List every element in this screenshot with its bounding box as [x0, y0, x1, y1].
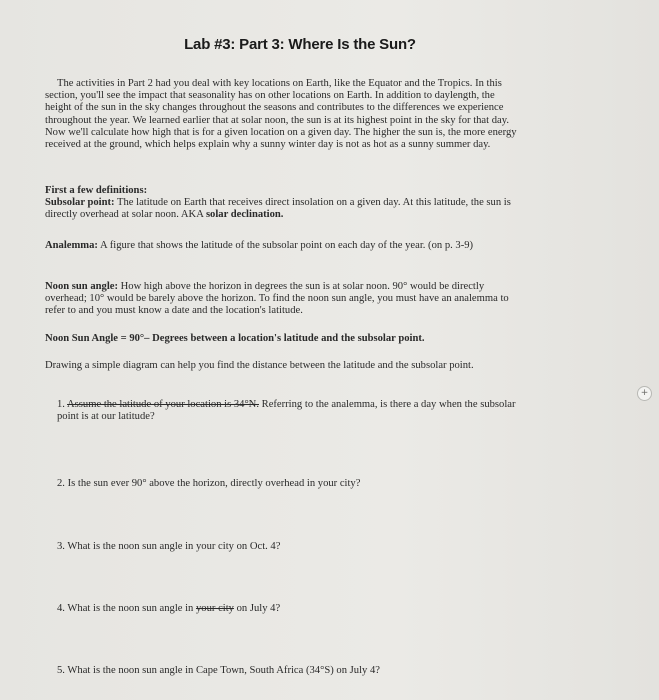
question-4-number: 4. [57, 603, 65, 614]
question-2 [57, 478, 517, 490]
definitions-heading: First a few definitions: [45, 185, 148, 196]
subsolar-term: Subsolar point: [45, 197, 115, 209]
question-5-text: What is the noon sun angle in Cape Town, South Africa (34°S) on July 4? [67, 665, 380, 676]
question-1 [57, 399, 517, 423]
question-4 [57, 603, 517, 615]
question-3 [57, 541, 517, 553]
question-3-text: What is the noon sun angle in your city on Oct. 4? [67, 541, 281, 552]
plus-circle-icon[interactable]: + [637, 386, 652, 401]
noon-angle-term: Noon sun angle: [45, 281, 118, 292]
definitions-block [45, 185, 522, 222]
question-2-number: 2. [57, 478, 65, 489]
intro-text: The activities in Part 2 had you deal with key locations on Earth, like the Equator and the Tropics. In this section, you'll see the impact that seasonality has on other locations on Earth. In addition to daylength, the height of the sun in the sky changes throughout the seasons and contributes to the differences we experience throughout the year. We learned earlier that at solar noon, the sun is at its highest point in the sky for that day. Now we'll calculate how high that is for a given location on a given day. The higher the sun is, the more energy received at the ground, which helps explain why a sunny winter day is not as hot as a sunny summer day. [45, 78, 517, 151]
diagram-note: Drawing a simple diagram can help you find the distance between the latitude and the subsolar point. [45, 360, 474, 371]
question-5-number: 5. [57, 665, 65, 676]
analemma-text: A figure that shows the latitude of the subsolar point on each day of the year. (on p. 3-9) [97, 240, 474, 251]
noon-angle-text: How high above the horizon in degrees the sun is at solar noon. 90° would be directly overhead; 10° would be barely above the horizon. To find the noon sun angle, you must have an analemma to refer to and you must know a date and the location's latitude. [45, 281, 509, 317]
question-3-number: 3. [57, 541, 65, 552]
question-4-struck: your city [196, 603, 234, 614]
intro-paragraph [45, 78, 522, 151]
question-1-text: Referring to the analemma, is there a day when the subsolar point is at our latitude? [57, 399, 516, 423]
subsolar-definition [45, 197, 522, 221]
question-5 [57, 665, 517, 677]
subsolar-emph: solar declination. [205, 209, 284, 221]
noon-angle-definition [45, 281, 522, 318]
noon-angle-formula: Noon Sun Angle = 90°– Degrees between a location's latitude and the subsolar point. [45, 333, 425, 344]
question-4-text-before: What is the noon sun angle in [67, 603, 196, 614]
question-2-text: Is the sun ever 90° above the horizon, directly overhead in your city? [67, 478, 361, 489]
question-1-struck: Assume the latitude of your location is 34°N. [67, 399, 259, 410]
question-4-text-after: on July 4? [233, 603, 281, 614]
page-title: Lab #3: Part 3: Where Is the Sun? [184, 36, 416, 53]
question-1-number: 1. [57, 399, 65, 410]
subsolar-text: The latitude on Earth that receives direct insolation on a given day. At this latitude, the sun is directly overhead at solar noon. AKA [45, 197, 511, 221]
analemma-definition [45, 240, 522, 252]
analemma-term: Analemma: [45, 240, 98, 251]
